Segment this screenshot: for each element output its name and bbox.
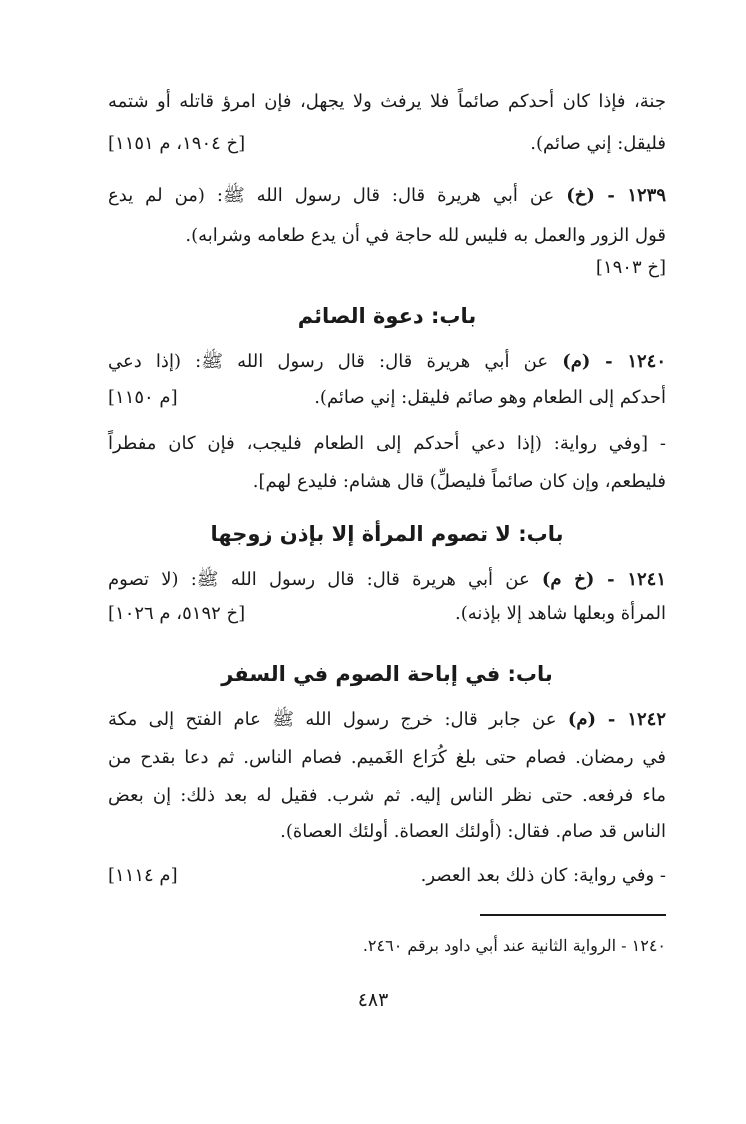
text-line xyxy=(108,856,666,896)
hadith-number: ١٢٤١ - (خ م) xyxy=(541,569,666,590)
hadith-number: ١٢٣٩ - (خ) xyxy=(566,185,667,206)
text-line xyxy=(108,248,666,288)
text-line: جنة، فإذا كان أحدكم صائماً فلا يرفث ولا يجهل، فإن امرؤ قاتله أو شتمه xyxy=(108,91,666,112)
text-line xyxy=(108,124,666,164)
text-line xyxy=(108,594,666,634)
hadith-reference: [م ١١١٤] xyxy=(108,865,178,886)
text-line: فليطعم، وإن كان صائماً فليصلِّ) قال هشام: فليدع لهم]. xyxy=(252,471,666,492)
hadith-1240 xyxy=(108,342,666,382)
text-line xyxy=(108,378,666,418)
chapter-heading: باب: في إباحة الصوم في السفر xyxy=(221,662,553,686)
hadith-reference: [خ ٥١٩٢، م ١٠٢٦] xyxy=(108,603,246,624)
hadith-number: ١٢٤٠ - (م) xyxy=(562,351,666,372)
hadith-reference: [م ١١٥٠] xyxy=(108,387,178,408)
hadith-text: عن جابر قال: خرج رسول الله ﷺ عام الفتح إلى مكة xyxy=(108,709,568,730)
chapter-heading: باب: لا تصوم المرأة إلا بإذن زوجها xyxy=(210,522,564,546)
text-line-content: أحدكم إلى الطعام وهو صائم فليقل: إني صائم). xyxy=(314,387,666,408)
text-line: الناس قد صام. فقال: (أولئك العصاة. أولئك العصاة). xyxy=(280,821,666,842)
text-line-content: المرأة وبعلها شاهد إلا بإذنه). xyxy=(455,603,666,624)
hadith-text: عن أبي هريرة قال: قال رسول الله ﷺ: (من لم يدع xyxy=(108,185,567,206)
hadith-text: عن أبي هريرة قال: قال رسول الله ﷺ: (لا تصوم xyxy=(108,569,542,590)
text-line-content: - وفي رواية: كان ذلك بعد العصر. xyxy=(420,865,666,886)
text-line: في رمضان. فصام حتى بلغ كُرَاع الغَميم. فصام الناس. ثم دعا بقدح من xyxy=(108,747,666,768)
hadith-number: ١٢٤٢ - (م) xyxy=(567,709,666,730)
chapter-heading: باب: دعوة الصائم xyxy=(297,304,477,328)
hadith-reference: [خ ١٩٠٤، م ١١٥١] xyxy=(108,133,246,154)
text-line-content: فليقل: إني صائم). xyxy=(530,133,666,154)
page-number: ٤٨٣ xyxy=(357,989,389,1011)
hadith-text: عن أبي هريرة قال: قال رسول الله ﷺ: (إذا دعي xyxy=(108,351,563,372)
text-line: قول الزور والعمل به فليس لله حاجة في أن يدع طعامه وشرابه). xyxy=(185,225,666,246)
text-line: ماء فرفعه. حتى نظر الناس إليه. ثم شرب. فقيل له بعد ذلك: إن بعض xyxy=(108,785,666,806)
footnote-divider xyxy=(480,914,666,916)
footnote: ١٢٤٠ - الرواية الثانية عند أبي داود برقم ٢٤٦٠. xyxy=(362,936,666,955)
hadith-1239 xyxy=(108,176,666,216)
hadith-1242 xyxy=(108,700,666,740)
hadith-reference: [خ ١٩٠٣] xyxy=(595,257,666,278)
text-line: - [وفي رواية: (إذا دعي أحدكم إلى الطعام فليجب، فإن كان مفطراً xyxy=(108,433,666,454)
